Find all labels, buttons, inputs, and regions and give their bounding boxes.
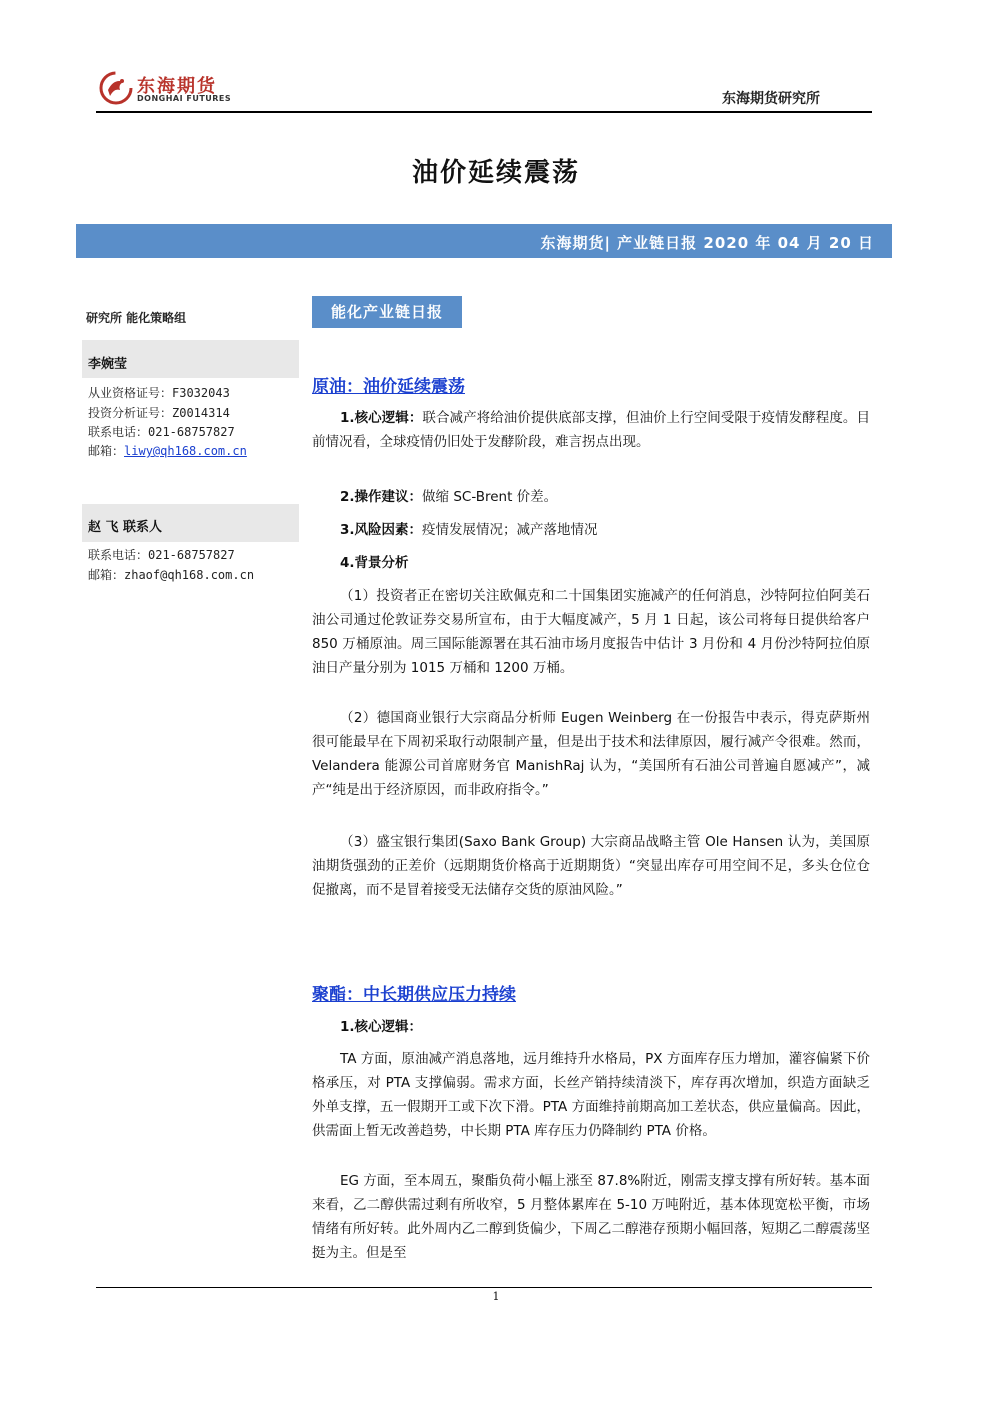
oil-core-logic [312, 406, 870, 454]
oil-suggestion-text: 做缩 SC-Brent 价差。 [422, 489, 558, 505]
report-banner [76, 224, 892, 258]
analyst1-cert: 从业资格证号：F3032043 [88, 386, 230, 400]
oil-core-logic-label: 1.核心逻辑： [340, 410, 423, 426]
oil-suggestion-label: 2.操作建议： [340, 489, 423, 505]
oil-section-heading[interactable]: 原油：油价延续震荡 [312, 377, 465, 397]
polyester-ta-paragraph: TA 方面，原油减产消息落地，远月维持升水格局，PX 方面库存压力增加，灌容偏紧下价格承压，对 PTA 支撑偏弱。需求方面，长丝产销持续清淡下，库存再次增加，织造方面缺乏外单支撑，五一假期开工或下次下滑。PTA 方面维持前期高加工差状态，供应量偏高。因此，供需面上暂无改善趋势，中长期 PTA 库存压力仍降制约 PTA 价格。 [312, 1051, 870, 1139]
analyst1-email-label: 邮箱： [88, 444, 125, 458]
header-divider [96, 111, 872, 113]
analyst2-phone: 联系电话：021-68757827 [88, 548, 235, 562]
analyst1-invest-cert: 投资分析证号：Z0014314 [88, 406, 230, 420]
document-title: 油价延续震荡 [411, 158, 580, 188]
dragon-logo-icon [98, 70, 134, 106]
analyst1-email-link[interactable]: liwy@qh168.com.cn [124, 444, 247, 458]
analyst1-email-row [88, 442, 247, 459]
oil-background-paragraph-2: （2）德国商业银行大宗商品分析师 Eugen Weinberg 在一份报告中表示，得克萨斯州很可能最早在下周初采取行动限制产量，但是出于技术和法律原因，履行减产令很难。然而，Velandera 能源公司首席财务官 ManishRaj 认为，“美国所有石油公司普遍自愿减产”，减产“纯是出于经济原因，而非政府指令。” [312, 710, 870, 798]
logo-text-en: DONGHAI FUTURES [137, 94, 232, 103]
oil-core-logic-text: 联合减产将给油价提供底部支撑，但油价上行空间受限于疫情发酵程度。目前情况看，全球疫情仍旧处于发酵阶段，难言拐点出现。 [312, 410, 870, 450]
analyst1-name: 李婉莹 [88, 357, 128, 372]
analyst1-phone: 联系电话：021-68757827 [88, 425, 235, 439]
oil-background-paragraph-1: （1）投资者正在密切关注欧佩克和二十国集团实施减产的任何消息，沙特阿拉伯阿美石油公司通过伦敦证券交易所宣布，由于大幅度减产，5 月 1 日起，该公司将每日提供给客户 850 万桶原油。周三国际能源署在其石油市场月度报告中估计 3 月份和 4 月份沙特阿拉伯原油日产量分别为 1015 万桶和 1200 万桶。 [312, 588, 870, 676]
polyester-core-logic [312, 1015, 870, 1039]
banner-text: 东海期货| 产业链日报 2020 年 04 月 20 日 [540, 234, 874, 252]
section-tag-text: 能化产业链日报 [330, 303, 443, 321]
oil-background-paragraph-3: （3）盛宝银行集团(Saxo Bank Group) 大宗商品战略主管 Ole Hansen 认为，美国原油期货强劲的正差价（远期期货价格高于近期期货）“突显出库存可用空间不足，多头仓位仓促撤离，而不是冒着接受无法储存交货的原油风险。” [312, 834, 870, 898]
oil-suggestion [312, 485, 870, 509]
footer-divider [96, 1287, 872, 1288]
oil-risk-text: 疫情发展情况；减产落地情况 [422, 522, 598, 538]
section-tag [312, 296, 462, 328]
sidebar-dept: 研究所 能化策略组 [86, 311, 187, 325]
logo-text-cn: 东海期货 [137, 76, 217, 97]
header-org: 东海期货研究所 [722, 91, 820, 107]
polyester-section-heading[interactable]: 聚酯：中长期供应压力持续 [312, 985, 516, 1005]
polyester-eg-paragraph: EG 方面，至本周五，聚酯负荷小幅上涨至 87.8%附近，刚需支撑支撑有所好转。基本面来看，乙二醇供需过剩有所收窄，5 月整体累库在 5-10 万吨附近，基本体现宽松平衡，市场情绪有所好转。此外周内乙二醇到货偏少，下周乙二醇港存预期小幅回落，短期乙二醇震荡坚挺为主。但是至 [312, 1173, 870, 1261]
oil-background-label: 4.背景分析 [340, 555, 409, 571]
oil-risk [312, 518, 870, 542]
polyester-core-logic-label: 1.核心逻辑： [340, 1019, 423, 1035]
oil-background [312, 551, 870, 575]
page-number: 1 [492, 1290, 500, 1303]
analyst2-email: 邮箱：zhaof@qh168.com.cn [88, 568, 255, 582]
analyst2-name: 赵 飞 联系人 [88, 520, 163, 535]
oil-risk-label: 3.风险因素： [340, 522, 423, 538]
